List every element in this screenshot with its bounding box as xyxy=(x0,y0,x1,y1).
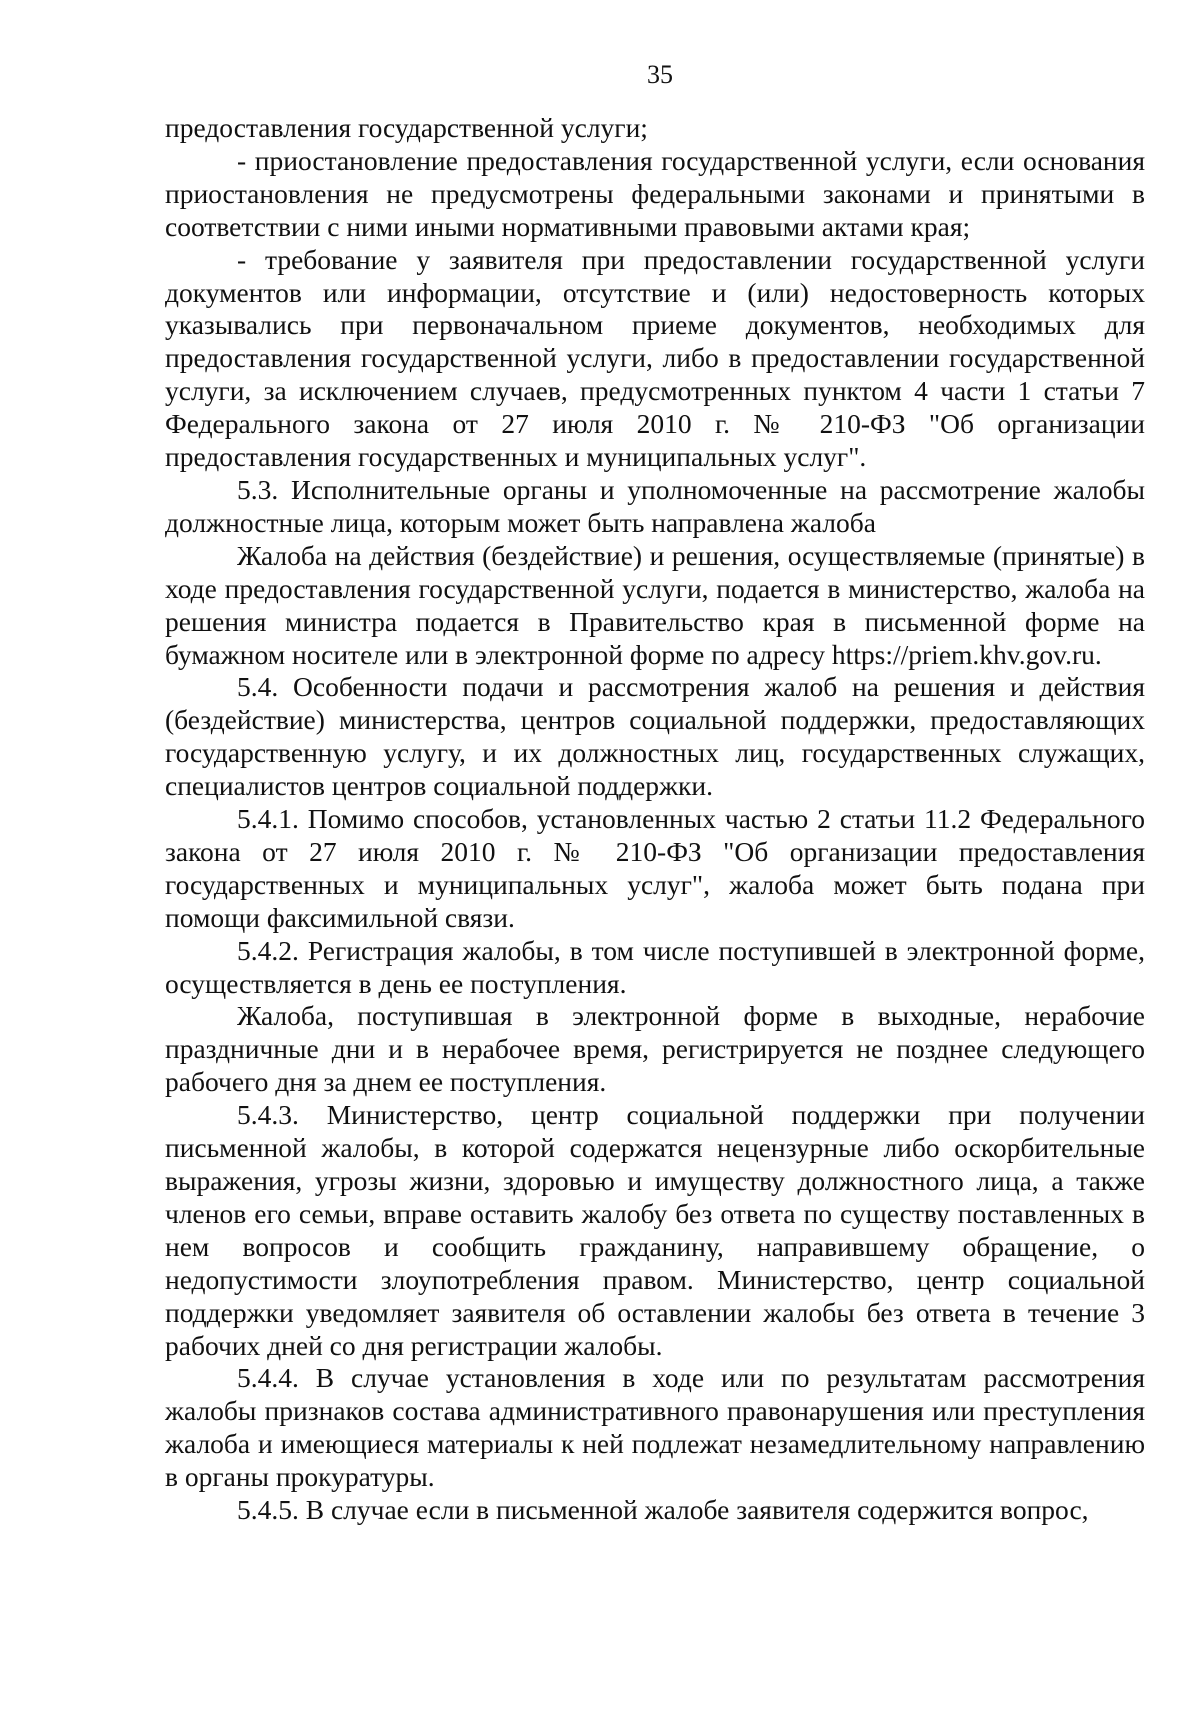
section-5-4-5: 5.4.5. В случае если в письменной жалобе заявителя содержится вопрос, xyxy=(237,1494,1089,1526)
paragraph-2: - приостановление предоставления государственной услуги, если основания приостановления не предусмотрены федеральными законами и принятыми в соответствии с ними иными нормативными правовыми актами края; xyxy=(165,144,1145,242)
paragraph-1: предоставления государственной услуги; xyxy=(165,112,648,143)
section-5-4-1: 5.4.1. Помимо способов, установленных частью 2 статьи 11.2 Федерального закона от 27 июля 2010 г. № 210-ФЗ "Об организации предоставления государственных и муниципальных услуг", жалоба может быть подана при помощи факсимильной связи. xyxy=(165,803,1145,933)
section-5-4-4: 5.4.4. В случае установления в ходе или по результатам рассмотрения жалобы признаков состава административного правонарушения или преступления жалоба и имеющиеся материалы к ней подлежат незамедлительному направлению в органы прокуратуры. xyxy=(165,1362,1145,1493)
section-5-3-heading: 5.3. Исполнительные органы и уполномоченные на рассмотрение жалобы должностные лица, которым может быть направлена жалоба xyxy=(165,473,1145,538)
section-5-4-3: 5.4.3. Министерство, центр социальной поддержки при получении письменной жалобы, в которой содержатся нецензурные либо оскорбительные выражения, угрозы жизни, здоровью и имуществу должностного лица, а также членов его семьи, вправе оставить жалобу без ответа по существу поставленных в нем вопросов и сообщить гражданину, направившему обращение, о недопустимости злоупотребления правом. Министерство, центр социальной поддержки уведомляет заявителя об оставлении жалобы без ответа в течение 3 рабочих дней со дня регистрации жалобы. xyxy=(165,1099,1145,1361)
section-5-4-2: 5.4.2. Регистрация жалобы, в том числе поступившей в электронной форме, осуществляется в день ее поступления. xyxy=(165,934,1145,999)
paragraph-5: Жалоба на действия (бездействие) и решения, осуществляемые (принятые) в ходе предоставления государственной услуги, подается в министерство, жалоба на решения министра подается в Правительство края в письменной форме на бумажном носителе или в электронной форме по адресу https://priem.khv.gov.ru. xyxy=(165,539,1145,670)
document-body xyxy=(165,112,1145,1527)
page-number: 35 xyxy=(647,60,673,89)
section-5-4-heading: 5.4. Особенности подачи и рассмотрения жалоб на решения и действия (бездействие) министерства, центров социальной поддержки, предоставляющих государственную услугу, и их должностных лиц, государственных служащих, специалистов центров социальной поддержки. xyxy=(165,671,1145,802)
paragraph-9: Жалоба, поступившая в электронной форме в выходные, нерабочие праздничные дни и в нерабочее время, регистрируется не позднее следующего рабочего дня за днем ее поступления. xyxy=(165,1000,1145,1098)
paragraph-3: - требование у заявителя при предоставлении государственной услуги документов или информации, отсутствие и (или) недостоверность которых указывались при первоначальном приеме документов, необходимых для предоставления государственной услуги, либо в предоставлении государственной услуги, за исключением случаев, предусмотренных пунктом 4 части 1 статьи 7 Федерального закона от 27 июля 2010 г. № 210-ФЗ "Об организации предоставления государственных и муниципальных услуг". xyxy=(165,243,1145,473)
